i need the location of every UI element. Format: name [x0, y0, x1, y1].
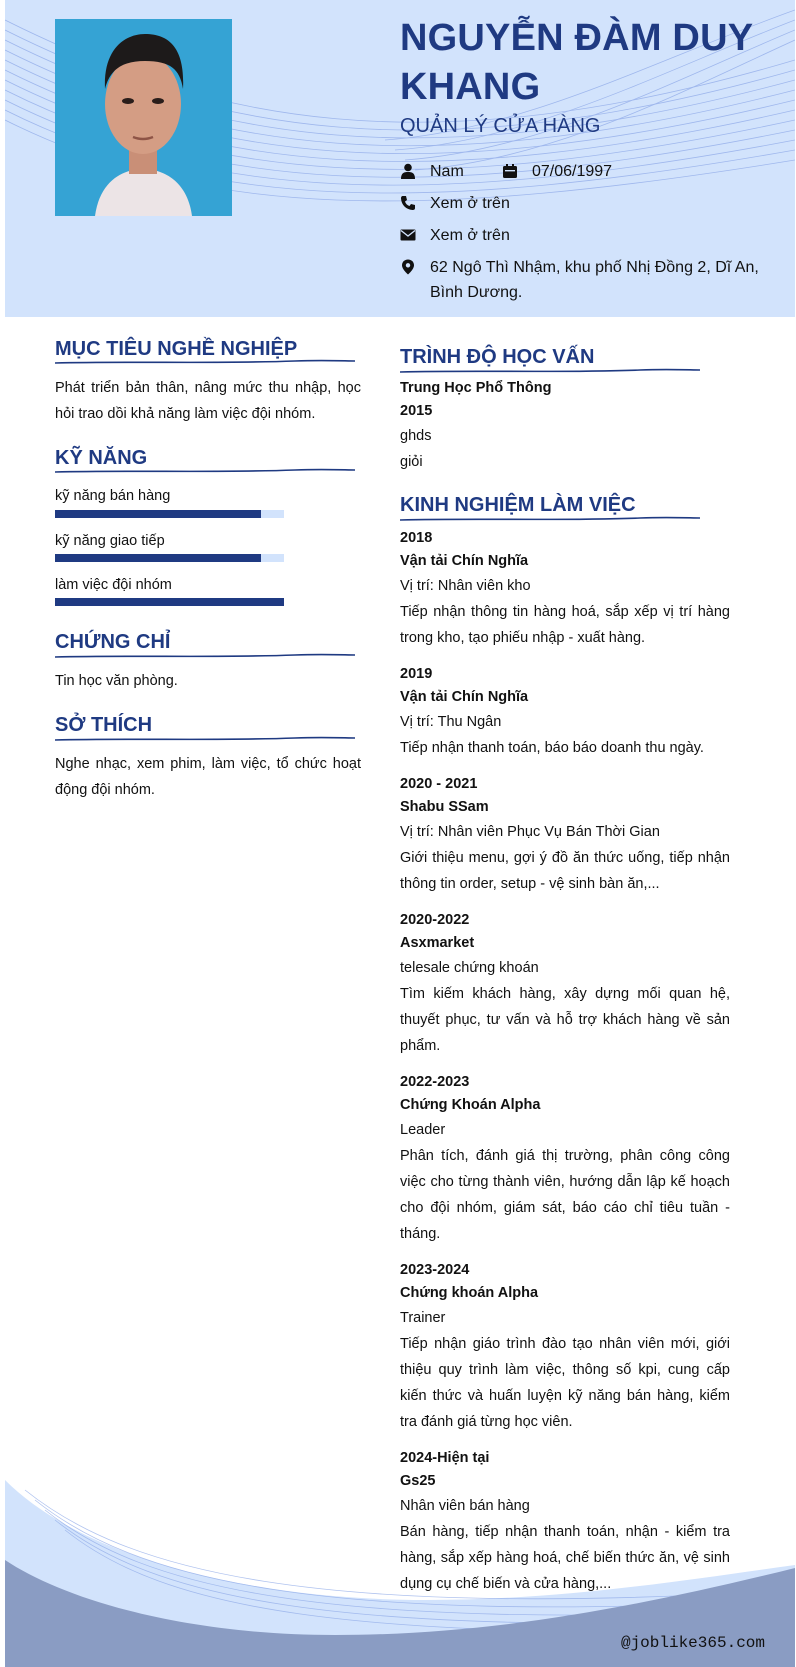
skill-label: làm việc đội nhóm — [55, 577, 172, 593]
user-icon — [400, 163, 416, 179]
skill-label: kỹ năng bán hàng — [55, 488, 171, 504]
skills-heading: KỸ NĂNG — [55, 447, 148, 469]
job-company: Chứng Khoán Alpha — [400, 1097, 541, 1113]
dob-value: 07/06/1997 — [532, 163, 613, 180]
job-position: Vị trí: Thu Ngân — [400, 714, 502, 730]
skills-underline — [55, 468, 355, 474]
candidate-name: NGUYỄN ĐÀM DUY KHANG — [400, 17, 753, 108]
experience-heading: KINH NGHIỆM LÀM VIỆC — [400, 494, 636, 516]
address-row — [400, 255, 760, 307]
email-row — [400, 223, 600, 248]
phone-icon — [400, 195, 416, 211]
education-school: Trung Học Phổ Thông — [400, 380, 552, 396]
job-position: Leader — [400, 1122, 446, 1138]
job-position: Vị trí: Nhân viên kho — [400, 578, 531, 594]
job-description: Tiếp nhận giáo trình đào tạo nhân viên mới, giới thiệu quy trình làm việc, thông số kpi, cung cấp kiến thức và huấn luyện kỹ năng bán hàng, kiểm tra đánh giá từng học viên. — [400, 1336, 730, 1430]
job-description: Tìm kiếm khách hàng, xây dựng mối quan hệ, thuyết phục, tư vấn và hỗ trợ khách hàng về sản phẩm. — [400, 986, 730, 1054]
job-description: Bán hàng, tiếp nhận thanh toán, nhận - kiểm tra hàng, sắp xếp hàng hoá, chế biến thức ăn, vệ sinh dụng cụ chế biến và cửa hàng,... — [400, 1524, 730, 1592]
job-entry — [400, 1259, 730, 1435]
skill-bar-fill — [55, 510, 261, 518]
phone-row — [400, 191, 600, 216]
location-pin-icon — [400, 259, 416, 275]
job-company: Vận tải Chín Nghĩa — [400, 553, 529, 569]
objective-text: Phát triển bản thân, nâng mức thu nhập, học hỏi trao dồi khả năng làm việc đội nhóm. — [55, 380, 361, 422]
skill-bar — [55, 510, 284, 518]
job-company: Shabu SSam — [400, 799, 489, 815]
skill-bar-fill — [55, 554, 261, 562]
gender-value: Nam — [430, 163, 464, 180]
job-period: 2020 - 2021 — [400, 776, 478, 792]
job-period: 2023-2024 — [400, 1262, 470, 1278]
dob-row — [502, 159, 662, 184]
experience-underline — [400, 516, 700, 522]
job-entry — [400, 773, 730, 897]
candidate-title: QUẢN LÝ CỬA HÀNG — [400, 115, 601, 137]
job-entry — [400, 663, 730, 761]
address-value: 62 Ngô Thì Nhậm, khu phố Nhị Đồng 2, Dĩ An, Bình Dương. — [430, 259, 759, 301]
job-entry — [400, 1071, 730, 1247]
education-block — [400, 377, 730, 475]
job-description: Phân tích, đánh giá thị trường, phân công công việc cho từng thành viên, hướng dẫn lập kế hoạch cho đội nhóm, giám sát, báo cáo chỉ tiêu tuần - tháng. — [400, 1148, 730, 1242]
job-description: Tiếp nhận thông tin hàng hoá, sắp xếp vị trí hàng trong kho, tạo phiếu nhập - xuất hàng. — [400, 604, 730, 646]
cv-page — [5, 0, 795, 1667]
job-period: 2024-Hiện tại — [400, 1450, 490, 1466]
certificates-heading: CHỨNG CHỈ — [55, 631, 171, 653]
education-heading: TRÌNH ĐỘ HỌC VẤN — [400, 346, 595, 368]
skill-bar — [55, 598, 284, 606]
objective-underline — [55, 359, 355, 365]
job-description: Giới thiệu menu, gợi ý đồ ăn thức uống, tiếp nhận thông tin order, setup - vệ sinh bàn ăn,... — [400, 850, 730, 892]
objective-heading: MỤC TIÊU NGHỀ NGHIỆP — [55, 338, 298, 360]
job-position: telesale chứng khoán — [400, 960, 539, 976]
phone-value: Xem ở trên — [430, 195, 510, 212]
education-grade: giỏi — [400, 454, 423, 470]
job-position: Vị trí: Nhân viên Phục Vụ Bán Thời Gian — [400, 824, 660, 840]
skill-label: kỹ năng giao tiếp — [55, 533, 165, 549]
job-position: Nhân viên bán hàng — [400, 1498, 530, 1514]
job-entry — [400, 909, 730, 1059]
envelope-icon — [400, 227, 416, 243]
header-banner — [5, 0, 795, 317]
hobbies-text: Nghe nhạc, xem phim, làm việc, tổ chức hoạt động đội nhóm. — [55, 756, 361, 798]
job-company: Gs25 — [400, 1473, 436, 1489]
certificates-underline — [55, 653, 355, 659]
skill-bar-fill — [55, 598, 284, 606]
certificates-text: Tin học văn phòng. — [55, 673, 178, 689]
email-value: Xem ở trên — [430, 227, 510, 244]
profile-photo — [55, 19, 232, 216]
hobbies-underline — [55, 736, 355, 742]
hobbies-heading: SỞ THÍCH — [55, 714, 153, 736]
experience-list — [400, 527, 730, 1609]
education-year: 2015 — [400, 403, 433, 419]
job-description: Tiếp nhận thanh toán, báo báo doanh thu ngày. — [400, 740, 704, 756]
job-company: Chứng khoán Alpha — [400, 1285, 539, 1301]
job-entry — [400, 527, 730, 651]
education-major: ghds — [400, 428, 432, 444]
job-period: 2020-2022 — [400, 912, 470, 928]
skill-bar — [55, 554, 284, 562]
watermark-text: @joblike365.com — [620, 1634, 765, 1652]
education-underline — [400, 368, 700, 374]
job-position: Trainer — [400, 1310, 446, 1326]
job-period: 2019 — [400, 666, 433, 682]
job-company: Asxmarket — [400, 935, 475, 951]
job-company: Vận tải Chín Nghĩa — [400, 689, 529, 705]
calendar-icon — [502, 163, 518, 179]
job-period: 2022-2023 — [400, 1074, 470, 1090]
job-period: 2018 — [400, 530, 433, 546]
